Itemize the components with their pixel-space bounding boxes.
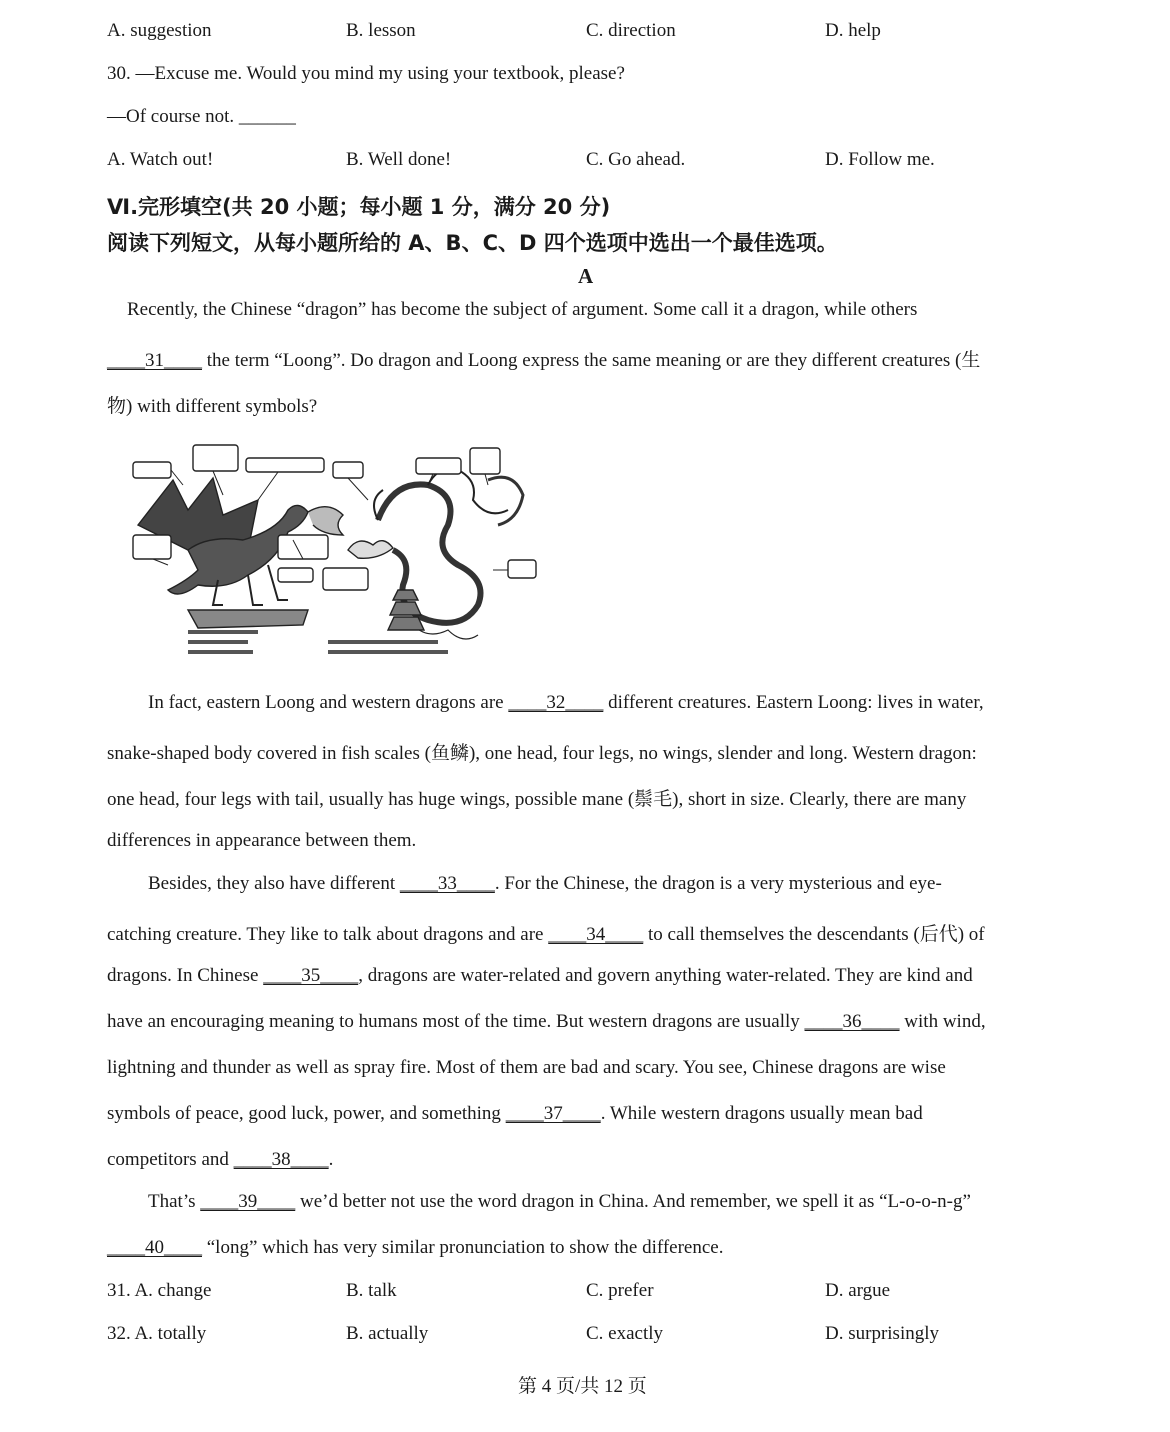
q30-option-d: D. Follow me. xyxy=(825,149,935,170)
p1-line2 xyxy=(107,345,980,372)
blank-37: ____37____ xyxy=(505,1103,601,1124)
q32-option-c: C. exactly xyxy=(586,1323,664,1344)
p1-line3: 物) with different symbols? xyxy=(107,396,318,417)
passage-label: A xyxy=(578,264,594,288)
blank-31: ____31____ xyxy=(107,350,202,371)
p3-line4-a: have an encouraging meaning to humans most of the time. But western dragons are usually xyxy=(107,1011,805,1032)
p3-line3-a: dragons. In Chinese xyxy=(107,965,264,986)
q30-option-b: B. Well done! xyxy=(346,149,452,170)
p4-line1-b: we’d better not use the word dragon in China. And remember, we spell it as “L-o-o-n-g” xyxy=(295,1191,971,1212)
blank-39: ____39____ xyxy=(200,1191,296,1212)
p3-line6 xyxy=(107,1103,923,1125)
blank-35: ____35____ xyxy=(263,965,359,986)
dragon-loong-illustration xyxy=(128,440,538,662)
p3-line4 xyxy=(107,1011,986,1033)
p4-line1-a: That’s xyxy=(148,1191,201,1212)
q29-option-d: D. help xyxy=(825,20,881,41)
p2-line1-a: In fact, eastern Loong and western dragons are xyxy=(148,692,509,713)
p3-line4-b: with wind, xyxy=(899,1011,986,1032)
q32-option-a: 32. A. totally xyxy=(107,1323,207,1344)
q30-option-a: A. Watch out! xyxy=(107,149,214,170)
p3-line5: lightning and thunder as well as spray fire. Most of them are bad and scary. You see, Chinese dragons are wise xyxy=(107,1057,946,1078)
section-instruction: 阅读下列短文，从每小题所给的 A、B、C、D 四个选项中选出一个最佳选项。 xyxy=(107,231,838,255)
p3-line1-b: . For the Chinese, the dragon is a very mysterious and eye- xyxy=(494,873,942,894)
q31-option-d: D. argue xyxy=(825,1280,891,1301)
p4-line2 xyxy=(107,1237,723,1259)
q31-option-a: 31. A. change xyxy=(107,1280,212,1301)
q30-option-c: C. Go ahead. xyxy=(586,149,686,170)
blank-36: ____36____ xyxy=(804,1011,900,1032)
p3-line6-b: . While western dragons usually mean bad xyxy=(600,1103,923,1124)
p2-line4: differences in appearance between them. xyxy=(107,830,417,851)
q32-option-b: B. actually xyxy=(346,1323,429,1344)
q30-reply: —Of course not. ______ xyxy=(107,106,296,127)
page-footer: 第 4 页/共 12 页 xyxy=(518,1376,647,1397)
blank-38: ____38____ xyxy=(233,1149,329,1170)
p3-line7-b: . xyxy=(328,1149,334,1170)
q32-option-d: D. surprisingly xyxy=(825,1323,939,1344)
p3-line3-b: , dragons are water-related and govern anything water-related. They are kind and xyxy=(358,965,973,986)
blank-40: ____40____ xyxy=(107,1237,202,1258)
p1-line2-text: the term “Loong”. Do dragon and Loong express the same meaning or are they different creatures (生 xyxy=(202,350,981,371)
q30-question: 30. —Excuse me. Would you mind my using your textbook, please? xyxy=(107,63,625,84)
section-heading: Ⅵ.完形填空(共 20 小题；每小题 1 分，满分 20 分) xyxy=(107,195,611,219)
p3-line1 xyxy=(148,873,942,895)
p3-line7 xyxy=(107,1149,333,1171)
p2-line2: snake-shaped body covered in fish scales (鱼鳞), one head, four legs, no wings, slender and long. Western dragon: xyxy=(107,743,977,764)
blank-32: ____32____ xyxy=(508,692,604,713)
p3-line1-a: Besides, they also have different xyxy=(148,873,400,894)
p3-line7-a: competitors and xyxy=(107,1149,234,1170)
p2-line1 xyxy=(148,692,984,714)
p2-line1-b: different creatures. Eastern Loong: lives in water, xyxy=(603,692,984,713)
p4-line2-text: “long” which has very similar pronunciation to show the difference. xyxy=(202,1237,724,1258)
q29-option-c: C. direction xyxy=(586,20,676,41)
blank-33: ____33____ xyxy=(399,873,495,894)
p3-line2-b: to call themselves the descendants (后代) of xyxy=(643,924,985,945)
p3-line6-a: symbols of peace, good luck, power, and something xyxy=(107,1103,506,1124)
q31-option-b: B. talk xyxy=(346,1280,397,1301)
q29-option-b: B. lesson xyxy=(346,20,416,41)
p3-line3 xyxy=(107,965,973,987)
p4-line1 xyxy=(148,1191,971,1213)
q29-option-a: A. suggestion xyxy=(107,20,212,41)
q31-option-c: C. prefer xyxy=(586,1280,654,1301)
p1-line1: Recently, the Chinese “dragon” has become the subject of argument. Some call it a dragon, while others xyxy=(127,299,918,320)
blank-34: ____34____ xyxy=(548,924,644,945)
p2-line3: one head, four legs with tail, usually has huge wings, possible mane (鬃毛), short in size. Clearly, there are many xyxy=(107,789,967,810)
p3-line2-a: catching creature. They like to talk about dragons and are xyxy=(107,924,549,945)
p3-line2 xyxy=(107,919,985,946)
